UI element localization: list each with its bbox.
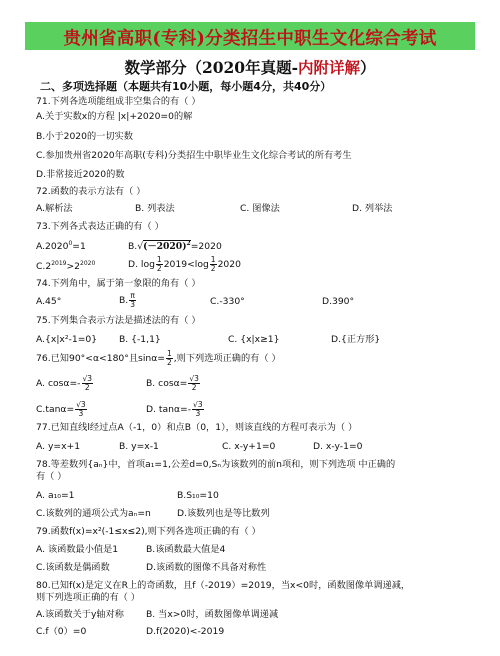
q79-option-d: D.该函数的图像不具备对称性 [146,562,267,573]
subtitle-highlight: 内附详解 [298,58,361,77]
q76-b-num: √3 [189,374,199,383]
q73-c-exp1: 2019 [51,260,67,267]
q73-b-exponent: 2 [186,240,191,247]
q73-d-log1: D. log [128,259,155,270]
q78-option-c: C.该数列的通项公式为aₙ=n [36,508,151,519]
q76-c-label: C.tanα= [36,404,75,415]
q73-c-exp2: 2020 [80,260,96,267]
q71-stem: 71.下列各选项能组成非空集合的有（ ） [36,96,201,107]
q78-option-a: A. a₁₀=1 [36,490,75,501]
title-banner [25,22,475,50]
q80-option-b: B. 当x>0时，函数图像单调递减 [146,609,279,620]
q73-option-b [128,238,222,253]
q73-d-base-num-2: 1 [210,255,216,264]
page-subtitle [0,56,500,78]
q76-a-num: √3 [82,374,93,383]
q76-option-d [146,401,205,418]
q76-stem-num: 1 [166,349,172,358]
q76-d-den: 3 [195,409,201,418]
q73-b-result: =2020 [190,241,222,253]
section-heading: 二、多项选择题（本题共有10小题，每小题4分，共40分） [40,80,332,93]
q73-d-log2: 2019<log [163,259,209,270]
q77-option-b: B. y=x-1 [119,441,159,452]
q76-a-label: A. cosα=- [36,378,81,389]
q72-option-d: D. 列举法 [352,203,393,214]
q77-option-a: A. y=x+1 [36,441,81,452]
subtitle-end: ） [360,58,376,77]
q74-option-a: A.45° [36,296,62,307]
q76-c-fraction [75,401,87,418]
q76-b-den: 2 [191,383,197,392]
q80-option-c: C.f（0）=0 [36,626,87,637]
q73-option-d [128,256,241,273]
q72-option-c: C. 图像法 [240,203,280,214]
q74-b-den: 3 [130,300,136,309]
q76-d-num: √3 [193,400,203,409]
q76-stem [36,350,281,367]
q76-stem-den: 2 [166,358,172,367]
q73-d-arg: 2020 [217,259,241,270]
q76-b-label: B. cosα= [146,378,188,389]
page-title: 贵州省高职(专科)分类招生中职生文化综合考试 [63,29,437,49]
q76-stem-fraction [166,350,173,367]
q76-option-a [36,375,94,392]
q76-stem-pre: 76.已知90°<α<180°且sinα= [36,353,165,364]
q71-option-d: D.非常接近2020的数 [36,169,125,180]
sqrt-symbol: $√(-2020)^2$ [137,240,191,253]
q73-a-base: A.2020 [36,241,69,253]
q73-c-base1: C.2 [36,261,52,273]
subtitle-main: 数学部分（2020年真题- [124,58,299,77]
q78-stem: 78.等差数列{aₙ}中，首项a₁=1,公差d=0,Sₙ为该数列的前n项和，则下列选项 中正确的 [36,459,396,470]
q76-a-fraction [82,375,94,392]
q77-option-d: D. x-y-1=0 [313,441,363,452]
q78-option-d: D.该数列也是等比数列 [177,508,270,519]
q76-c-num: √3 [76,400,86,409]
q73-d-base-den-1: 2 [156,264,162,273]
q77-stem: 77.已知直线l经过点A（-1，0）和点B（0，1），则该直线的方程可表示为（ ） [36,422,358,433]
q71-option-c: C.参加贵州省2020年高职(专科)分类招生中职毕业生文化综合考试的所有考生 [36,150,352,161]
q73-d-base-den-2: 2 [210,264,216,273]
q71-option-b: B.小于2020的一切实数 [36,131,133,142]
q74-option-c: C.-330° [210,296,245,307]
q72-option-b: B. 列表法 [135,203,175,214]
q76-b-fraction [188,375,200,392]
q80-option-a: A.该函数关于y轴对称 [36,609,124,620]
q75-option-b: B. {-1,1} [119,334,161,345]
q71-option-a: A.关于实数x的方程 |x|+2020=0的解 [36,111,193,122]
q72-option-a: A.解析法 [36,203,73,214]
q74-b-num: π [130,291,135,300]
q72-stem: 72.函数的表示方法有（ ） [36,186,146,197]
q75-option-c: C. {x|x≥1} [228,334,280,345]
q73-d-base-fraction-2 [210,256,217,273]
q73-c-base2: >2 [66,261,81,273]
q73-b-radicand: (－2020) [143,241,187,253]
q73-option-a [36,238,86,253]
q74-stem: 74.下列角中，属于第一象限的角有（ ） [36,278,201,289]
q80-option-d: D.f(2020)<-2019 [146,626,225,637]
q78-option-b: B.S₁₀=10 [177,490,219,501]
q79-stem: 79.函数f(x)=x²(-1≤x≤2),则下列各选项正确的有（ ） [36,526,261,537]
q78-stem-cont: 有（ ） [36,471,67,482]
q79-option-b: B.该函数最大值是4 [146,544,226,555]
q76-c-den: 3 [78,409,84,418]
q75-option-a: A.{x|x²-1=0} [36,334,98,345]
q76-option-c [36,401,88,418]
q79-option-c: C.该函数是偶函数 [36,562,110,573]
q74-option-d: D.390° [322,296,355,307]
q76-option-b [146,375,201,392]
q73-b-label: B. [128,241,138,253]
q73-d-base-fraction-1 [156,256,163,273]
q76-d-label: D. tanα=- [146,404,192,415]
q77-option-c: C. x-y+1=0 [222,441,276,452]
q73-option-c [36,258,95,273]
q73-d-base-num-1: 1 [156,255,162,264]
q74-b-fraction [129,292,136,309]
q76-d-fraction [192,401,204,418]
q79-option-a: A. 该函数最小值是1 [36,544,119,555]
q80-stem-cont: 则下列选项正确的有（ ） [36,592,140,603]
q74-b-label: B. [119,295,129,306]
q73-stem: 73.下列各式表达正确的有（ ） [36,221,164,232]
q73-a-exponent: 0 [68,240,73,247]
q74-option-b [119,292,137,309]
q75-option-d: D.{正方形} [331,334,381,345]
q76-stem-post: ,则下列选项正确的有（ ） [173,353,281,364]
q75-stem: 75.下列集合表示方法是描述法的有（ ） [36,315,201,326]
q76-a-den: 2 [84,383,90,392]
q73-a-result: =1 [72,241,86,253]
q80-stem: 80.已知f(x)是定义在R上的奇函数，且f（-2019）=2019，当x<0时，函数图像单调递减， [36,580,411,591]
